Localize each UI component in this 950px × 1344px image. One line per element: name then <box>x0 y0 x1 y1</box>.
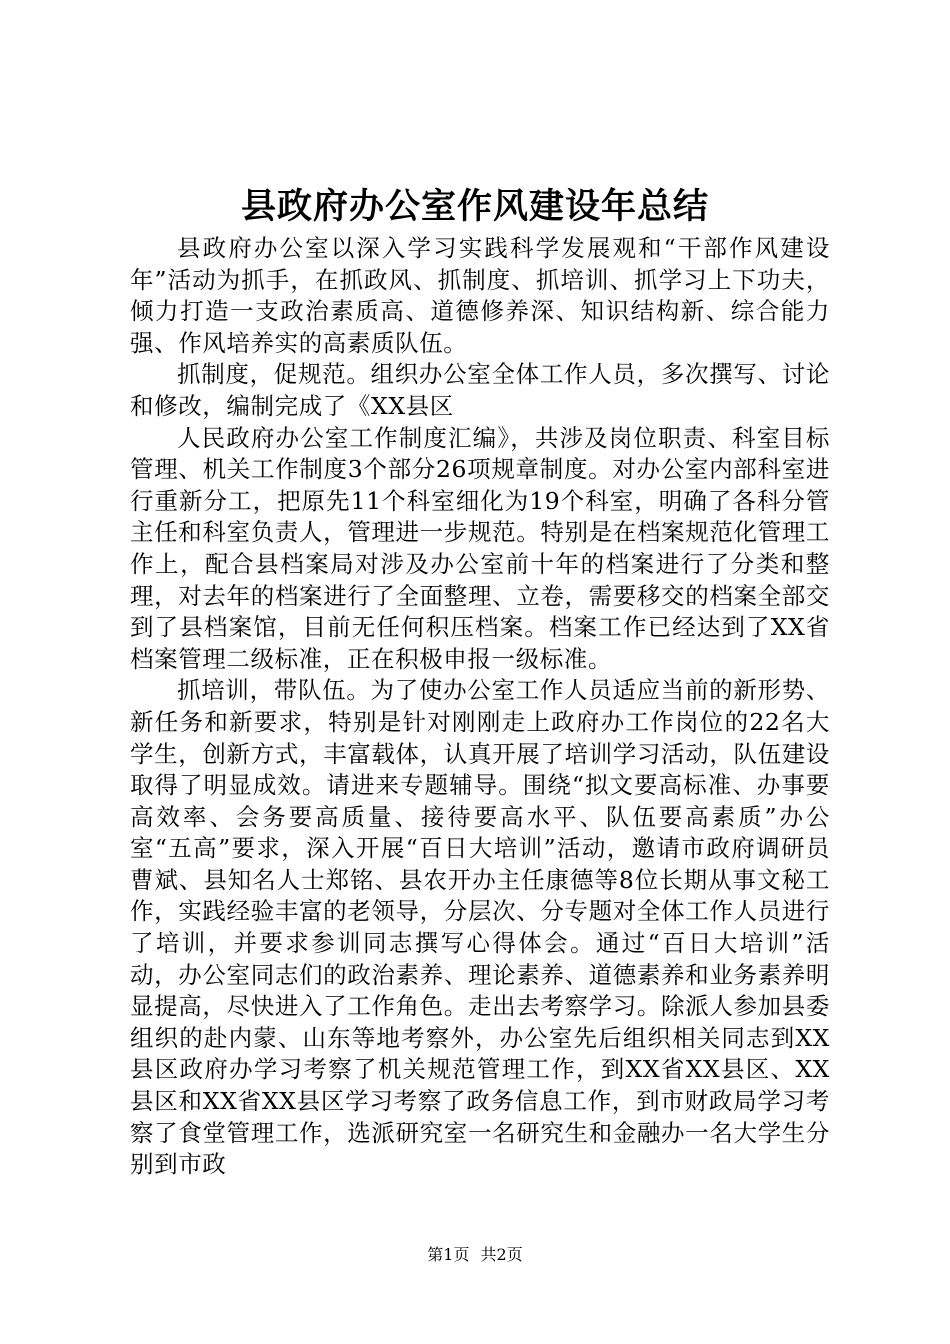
document-body <box>130 233 830 1181</box>
paragraph-regulations: 抓制度，促规范。组织办公室全体工作人员，多次撰写、讨论和修改，编制完成了《XX县区 <box>130 360 830 420</box>
paragraph-regulations-continued: 人民政府办公室工作制度汇编》，共涉及岗位职责、科室目标管理、机关工作制度3个部分26项规章制度。对办公室内部科室进行重新分工，把原先11个科室细化为19个科室，明确了各科分管主任和科室负责人，管理进一步规范。特别是在档案规范化管理工作上，配合县档案局对涉及办公室前十年的档案进行了分类和整理，对去年的档案进行了全面整理、立卷，需要移交的档案全部交到了县档案馆，目前无任何积压档案。档案工作已经达到了XX省档案管理二级标准，正在积极申报一级标准。 <box>130 423 830 673</box>
page-number: 第1页 <box>427 1245 470 1264</box>
paragraph-intro: 县政府办公室以深入学习实践科学发展观和“干部作风建设年”活动为抓手，在抓政风、抓制度、抓培训、抓学习上下功夫，倾力打造一支政治素质高、道德修养深、知识结构新、综合能力强、作风培养实的高素质队伍。 <box>130 234 830 357</box>
document-title: 县政府办公室作风建设年总结 <box>240 186 709 227</box>
page-total: 共2页 <box>480 1245 523 1264</box>
page-footer <box>0 1244 950 1266</box>
paragraph-training: 抓培训，带队伍。为了使办公室工作人员适应当前的新形势、新任务和新要求，特别是针对刚刚走上政府办工作岗位的22名大学生，创新方式，丰富载体，认真开展了培训学习活动，队伍建设取得了明显成效。请进来专题辅导。围绕“拟文要高标准、办事要高效率、会务要高质量、接待要高水平、队伍要高素质”办公室“五高”要求，深入开展“百日大培训”活动，邀请市政府调研员曹斌、县知名人士郑铭、县农开办主任康德等8位长期从事文秘工作，实践经验丰富的老领导，分层次、分专题对全体工作人员进行了培训，并要求参训同志撰写心得体会。通过“百日大培训”活动，办公室同志们的政治素养、理论素养、道德素养和业务素养明显提高，尽快进入了工作角色。走出去考察学习。除派人参加县委组织的赴内蒙、山东等地考察外，办公室先后组织相关同志到XX县区政府办学习考察了机关规范管理工作，到XX省XX县区、XX县区和XX省XX县区学习考察了政务信息工作，到市财政局学习考察了食堂管理工作，选派研究室一名研究生和金融办一名大学生分别到市政 <box>130 676 830 1179</box>
